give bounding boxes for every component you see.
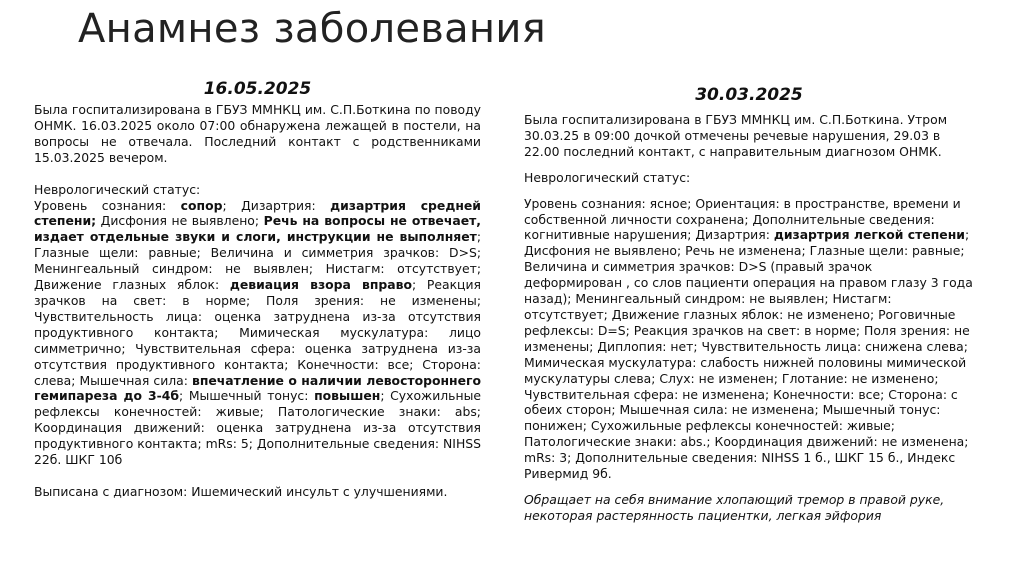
right-column bbox=[524, 84, 974, 524]
left-column bbox=[34, 78, 481, 500]
right-note: Обращает на себя внимание хлопающий тремор в правой руке, некоторая растерянность пациентки, легкая эйфория bbox=[524, 491, 945, 523]
page-title: Анамнез заболевания bbox=[78, 6, 547, 52]
right-date: 30.03.2025 bbox=[695, 85, 803, 105]
right-neuro-status: Уровень сознания: ясное; Ориентация: в пространстве, времени и собственной личности сохранена; Дополнительные сведения: когнитивные нарушения; Дизартрия: дизартрия легкой степени; Дисфония не выявлено; Речь не изменена; Глазные щели: равные; Величина и симметрия зрачков: D>S (правый зрачок деформирован , со слов пациенти операция на правом глазу 3 года назад); Менингеальный синдром: не выявлен; Нистагм: отсутствует; Движение глазных яблок: не изменено; Роговичные рефлексы: D=S; Реакция зрачков на свет: в норме; Поля зрения: не изменены; Диплопия: нет; Чувствительность лица: снижена слева; Мимическая мускулатура: слабость нижней половины мимической мускулатуры слева; Слух: не изменен; Глотание: не изменено; Чувствительная сфера: не изменена; Конечности: все; Сторона: с обеих сторон; Мышечная сила: не изменена; Мышечный тонус: понижен; Сухожильные рефлексы конечностей: живые; Патологические знаки: abs.; Координация движений: не изменена; mRs: 3; Дополнительные сведения: NIHSS 1 б., ШКГ 15 б., Индекс Ривермид 9б. bbox=[524, 195, 973, 482]
right-history: Была госпитализирована в ГБУЗ ММНКЦ им. С.П.Боткина. Утром 30.03.25 в 09:00 дочкой отмечены речевые нарушения, 29.03 в 22.00 последний контакт, с направительным диагнозом ОНМК. bbox=[524, 112, 948, 159]
left-neuro-status: Уровень сознания: сопор; Дизартрия: дизартрия средней степени; Дисфония не выявлено; Речь на вопросы не отвечает, издает отдельные звуки и слоги, инструкции не выполняет; Глазные щели: равные; Величина и симметрия зрачков: D>S; Менингеальный синдром: не выявлен; Нистагм: отсутствует; Движение глазных яблок: девиация взора вправо; Реакция зрачков на свет: в норме; Поля зрения: не изменены; Чувствительность лица: оценка затруднена из-за отсутствия продуктивного контакта; Мимическая мускулатура: лицо симметрично; Чувствительная сфера: оценка затруднена из-за отсутствия продуктивного контакта; Конечности: все; Сторона: слева; Мышечная сила: впечатление о наличии левостороннего гемипареза до 3-4б; Мышечный тонус: повышен; Сухожильные рефлексы конечностей: живые; Патологические знаки: abs; Координация движений: оценка затруднена из-за отсутствия продуктивного контакта; mRs: 5; Дополнительные сведения: NIHSS 22б. ШКГ 10б bbox=[34, 197, 482, 468]
left-date: 16.05.2025 bbox=[203, 79, 312, 99]
left-history: Была госпитализирована в ГБУЗ ММНКЦ им. С.П.Боткина по поводу ОНМК. 16.03.2025 около 07:00 обнаружена лежащей в постели, на вопросы не отвечала. Последний контакт с родственниками 15.03.2025 вечером. bbox=[34, 102, 481, 165]
right-neuro-heading: Неврологический статус: bbox=[524, 169, 691, 185]
left-neuro-heading: Неврологический статус: bbox=[34, 181, 201, 197]
left-discharge: Выписана с диагнозом: Ишемический инсульт с улучшениями. bbox=[34, 483, 448, 499]
